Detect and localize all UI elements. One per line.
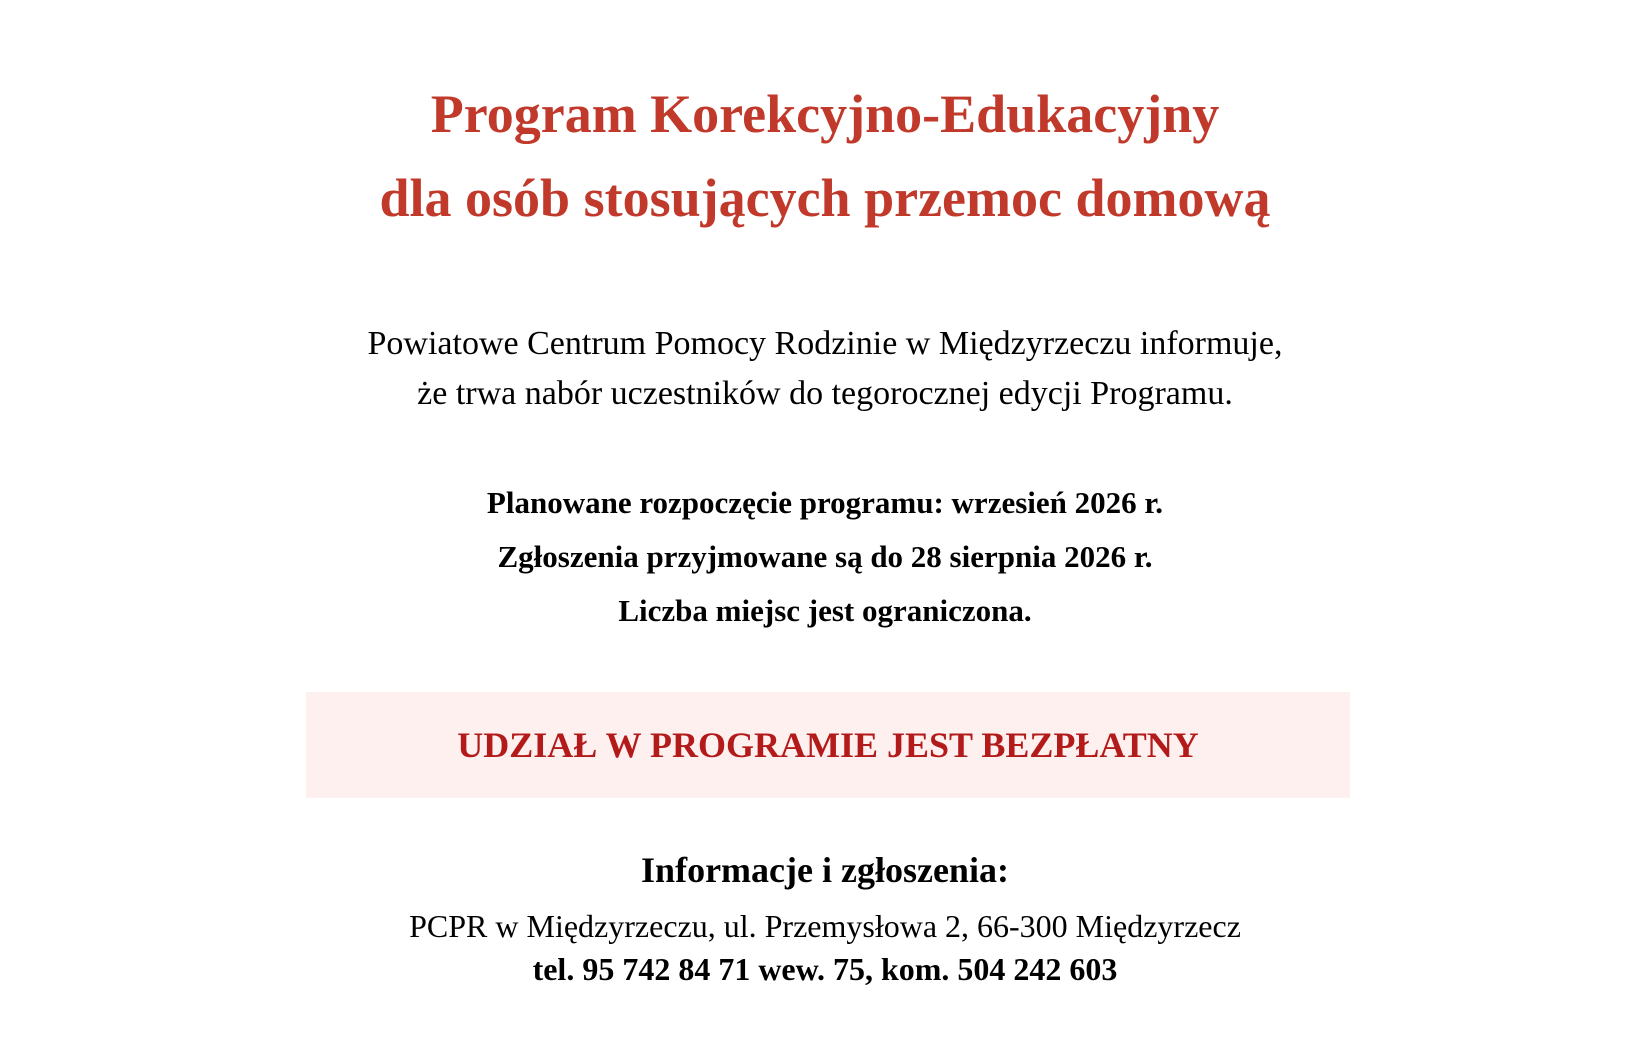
contact-heading: Informacje i zgłoszenia: <box>641 850 1009 890</box>
page-title-line-1: Program Korekcyjno-Edukacyjny <box>430 84 1220 144</box>
contact-address: PCPR w Międzyrzeczu, ul. Przemysłowa 2, 66-300 Międzyrzecz <box>409 908 1241 944</box>
contact-phone: tel. 95 742 84 71 wew. 75, kom. 504 242 603 <box>532 951 1118 987</box>
start-date-text: Planowane rozpoczęcie programu: wrzesień 2026 r. <box>486 485 1164 520</box>
limited-places-text: Liczba miejsc jest ograniczona. <box>618 593 1032 628</box>
intro-line-2: że trwa nabór uczestników do tegorocznej edycji Programu. <box>417 375 1233 412</box>
free-participation-text: UDZIAŁ W PROGRAMIE JEST BEZPŁATNY <box>457 725 1199 765</box>
intro-line-1: Powiatowe Centrum Pomocy Rodzinie w Międzyrzeczu informuje, <box>367 325 1283 362</box>
free-participation-banner <box>306 692 1350 798</box>
page-title-line-2: dla osób stosujących przemoc domową <box>379 168 1271 228</box>
deadline-text: Zgłoszenia przyjmowane są do 28 sierpnia 2026 r. <box>497 539 1153 574</box>
